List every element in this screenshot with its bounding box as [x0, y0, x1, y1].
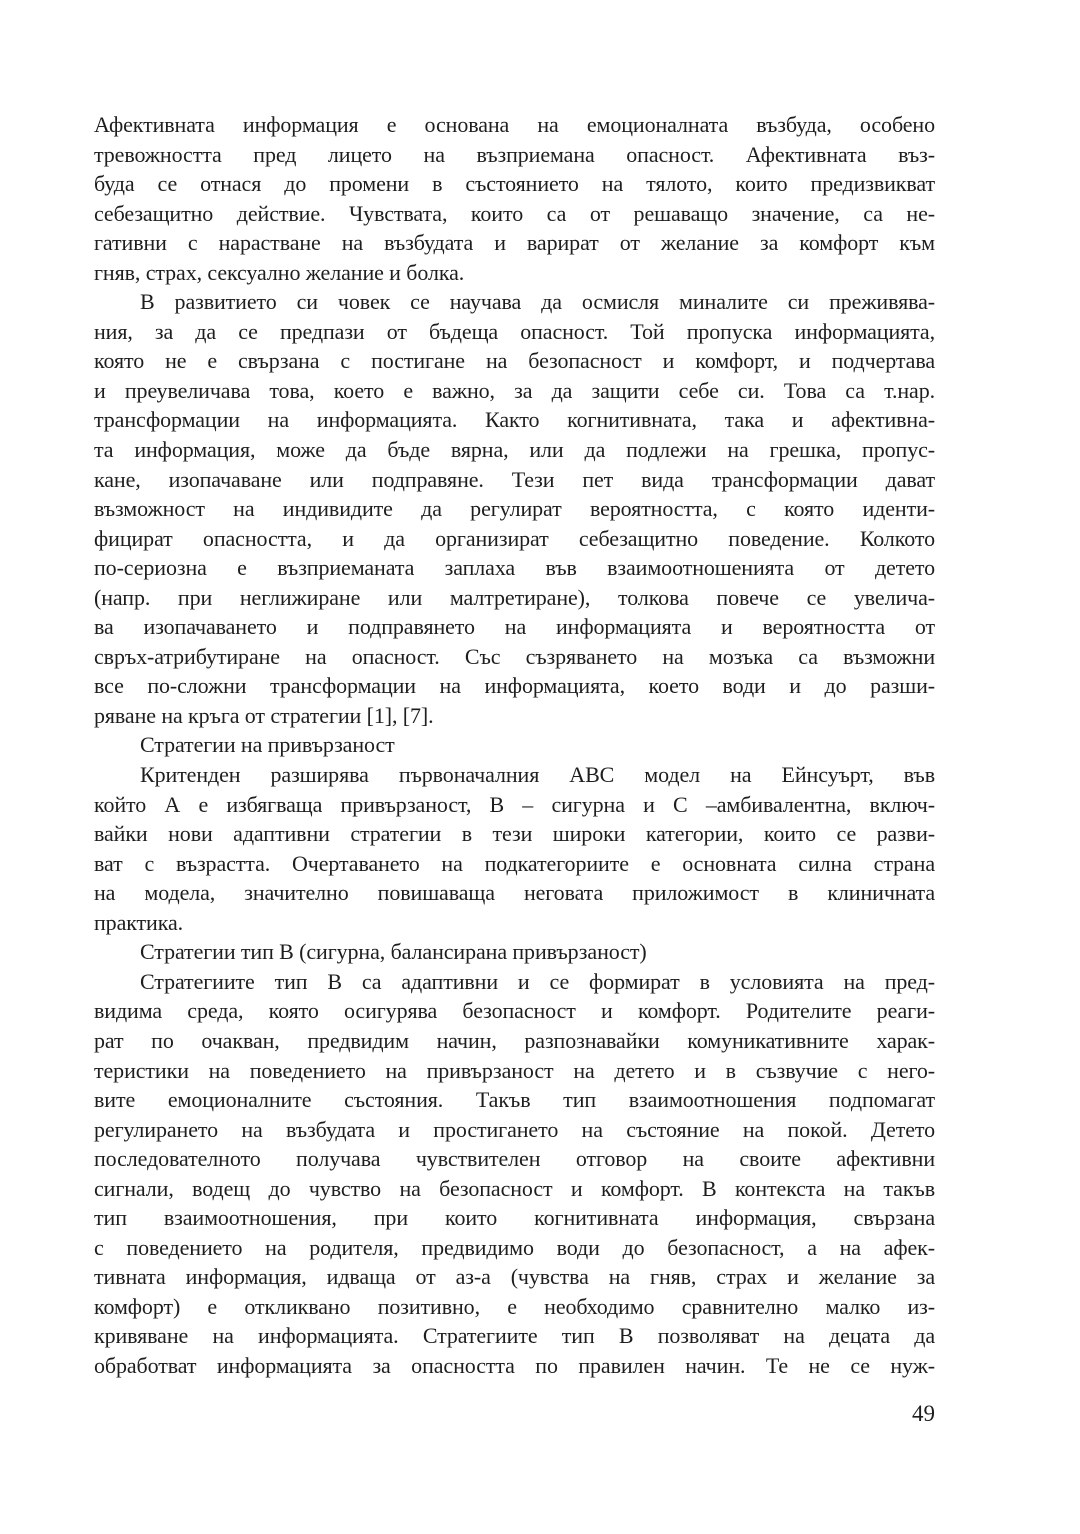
text-line: вите емоционалните състояния. Такъв тип взаимоотношения подпомагат [94, 1087, 935, 1113]
text-line: кривяване на информацията. Стратегиите тип В позволяват на децата да [94, 1323, 935, 1349]
text-line: фицират опасността, и да организират себезащитно поведение. Колкото [94, 525, 935, 551]
text-line: вайки нови адаптивни стратегии в тези широки категории, които се разви- [94, 821, 935, 847]
text-line: кане, изопачаване или подправяне. Тези пет вида трансформации дават [94, 466, 935, 492]
text-line: на модела, значително повишаваща неговата приложимост в клиничната [94, 880, 935, 906]
text-line: по-сериозна е възприеманата заплаха във взаимоотношенията от детето [94, 555, 935, 581]
text-line: и преувеличава това, което е важно, за да защити себе си. Това са т.нар. [94, 377, 935, 403]
text-line: себезащитно действие. Чувствата, които са от решаващо значение, са не- [94, 200, 935, 226]
text-line: която не е свързана с постигане на безопасност и комфорт, и подчертава [94, 348, 935, 374]
text-line: гняв, страх, сексуално желание и болка. [94, 259, 465, 285]
text-line: Стратегии на привързаност [140, 732, 395, 758]
text-line: Критенден разширява първоначалния АВС модел на Ейнсуърт, във [140, 762, 935, 788]
text-line: с поведението на родителя, предвидимо води до безопасност, а на афек- [94, 1234, 935, 1260]
text-line: сигнали, водещ до чувство на безопасност и комфорт. В контекста на такъв [94, 1175, 935, 1201]
text-line: ряване на кръга от стратегии [1], [7]. [94, 702, 434, 728]
text-line: рат по очакван, предвидим начин, разпознавайки комуникативните харак- [94, 1027, 935, 1053]
text-line: (напр. при неглижиране или малтретиране), толкова повече се увелича- [94, 584, 935, 610]
text-column [94, 110, 935, 1381]
text-line: възможност на индивидите да регулират вероятността, с която иденти- [94, 496, 935, 522]
text-line: тивната информация, идваща от аз-а (чувства на гняв, страх и желание за [94, 1264, 935, 1290]
page-number: 49 [912, 1401, 935, 1426]
text-line: Стратегии тип В (сигурна, балансирана привързаност) [140, 939, 647, 965]
text-line: В развитието си човек се научава да осмисля миналите си преживява- [140, 289, 935, 315]
text-line: трансформации на информацията. Както когнитивната, така и афективна- [94, 407, 935, 433]
text-line: практика. [94, 909, 184, 935]
text-line: ния, за да се предпази от бъдеща опасност. Той пропуска информацията, [94, 318, 935, 344]
text-line: регулирането на възбудата и простигането на състояние на покой. Детето [94, 1116, 935, 1142]
text-line: Афективната информация е основана на емоционалната възбуда, особено [94, 112, 935, 137]
text-line: та информация, може да бъде вярна, или да подлежи на грешка, пропус- [94, 437, 935, 463]
text-line: ват с възрастта. Очертаването на подкатегориите е основната силна страна [94, 850, 935, 876]
text-line: свръх-атрибутиране на опасност. Със съзряването на мозъка са възможни [94, 643, 935, 669]
text-line: Стратегиите тип В са адаптивни и се формират в условията на пред- [140, 968, 935, 994]
text-line: обработват информацията за опасността по правилен начин. Те не се нуж- [94, 1352, 935, 1378]
text-line: видима среда, която осигурява безопасност и комфорт. Родителите реаги- [94, 998, 935, 1024]
text-line: буда се отнася до промени в състоянието на тялото, които предизвикват [94, 171, 935, 197]
text-line: ва изопачаването и подправянето на информацията и вероятността от [94, 614, 935, 640]
text-line: тревожността пред лицето на възприемана опасност. Афективната въз- [94, 141, 935, 167]
text-line: който А е избягваща привързаност, В – сигурна и С –амбивалентна, включ- [94, 791, 935, 817]
text-line: все по-сложни трансформации на информацията, което води и до разши- [94, 673, 935, 699]
text-line: последователното получава чувствителен отговор на своите афективни [94, 1146, 935, 1172]
text-line: теристики на поведението на привързаност на детето и в съзвучие с него- [94, 1057, 935, 1083]
text-line: комфорт) е откликвано позитивно, е необходимо сравнително малко из- [94, 1293, 935, 1319]
text-line: гативни с нарастване на възбудата и варират от желание за комфорт към [94, 230, 935, 256]
text-line: тип взаимоотношения, при които когнитивната информация, свързана [94, 1205, 935, 1231]
